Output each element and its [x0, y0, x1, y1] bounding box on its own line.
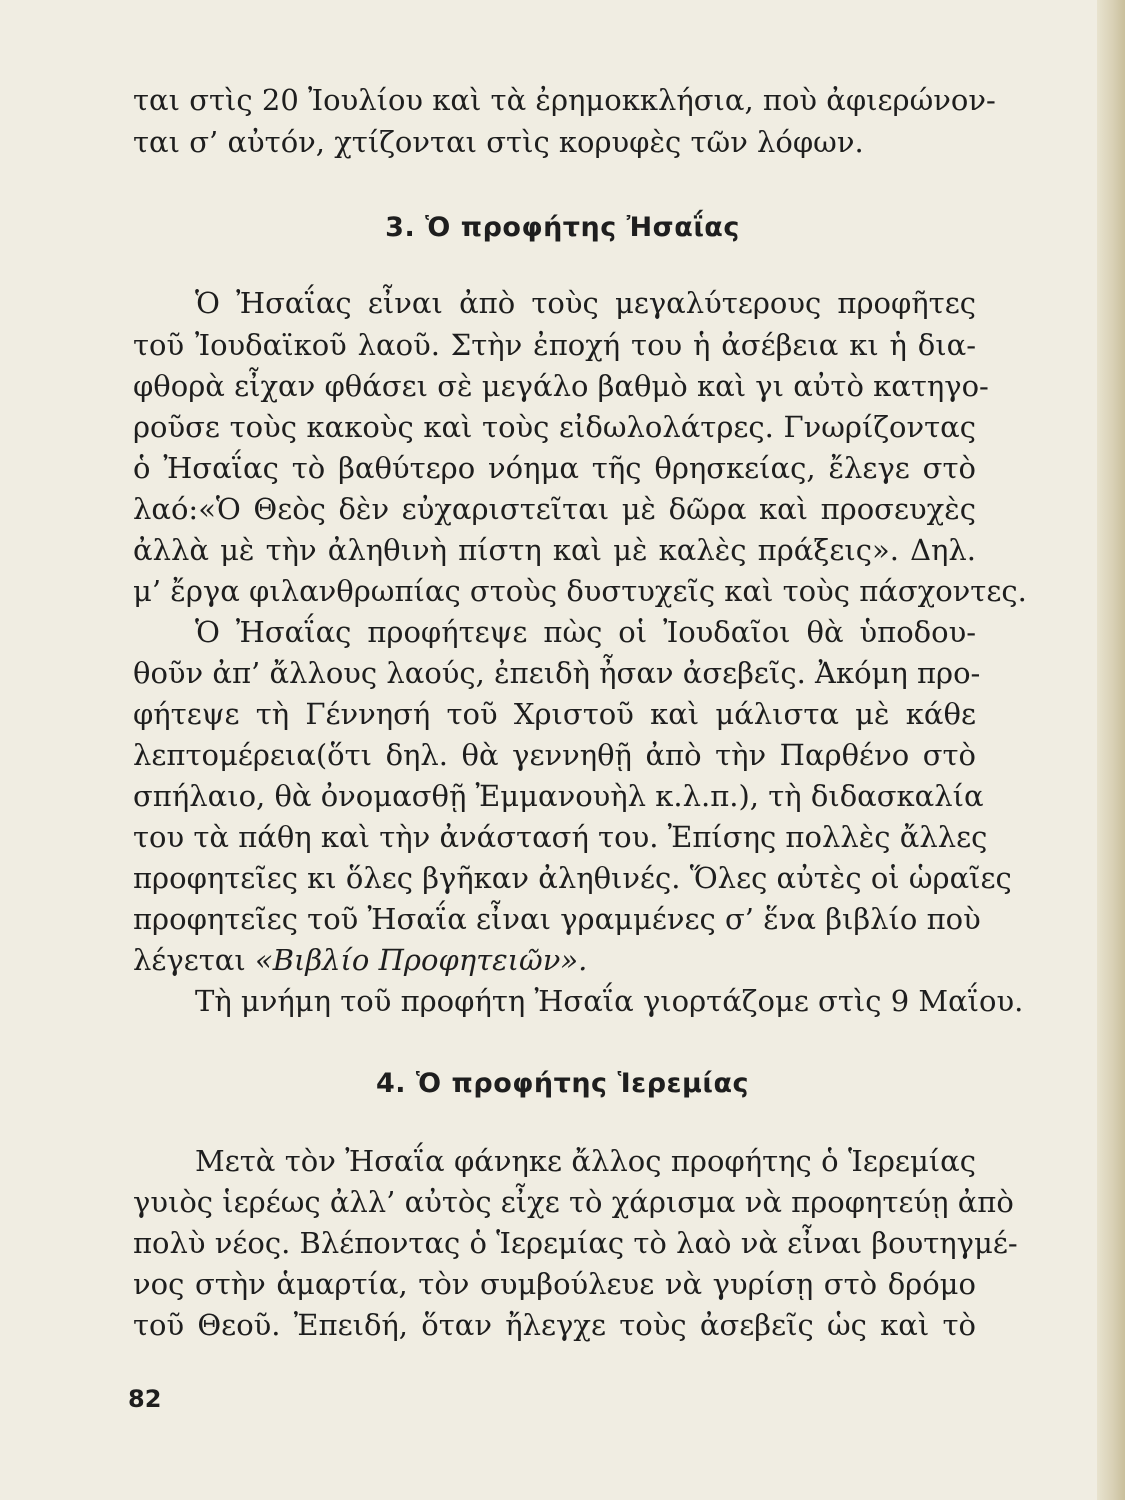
- text-line: Τὴ μνήμη τοῦ προφήτη Ἠσαΐα γιορτάζομε στὶς 9 Μαΐου.: [195, 984, 1024, 1018]
- text-line: θοῦν ἀπ’ ἄλλους λαούς, ἐπειδὴ ἦσαν ἀσεβεῖς. Ἀκόμη προ-: [133, 656, 981, 690]
- text-line: λεπτομέρεια(ὅτι δηλ. θὰ γεννηθῇ ἀπὸ τὴν Παρθένο στὸ: [133, 738, 976, 772]
- text-line: ται σ’ αὐτόν, χτίζονται στὶς κορυφὲς τῶν λόφων.: [133, 125, 864, 159]
- text-line: τοῦ Ἰουδαϊκοῦ λαοῦ. Στὴν ἐποχή του ἡ ἀσέβεια κι ἡ δια-: [133, 328, 976, 362]
- text-plain: λέγεται: [133, 943, 255, 977]
- text-line: μ’ ἔργα φιλανθρωπίας στοὺς δυστυχεῖς καὶ τοὺς πάσχοντες.: [133, 574, 1027, 608]
- text-line: του τὰ πάθη καὶ τὴν ἀνάστασή του. Ἐπίσης πολλὲς ἄλλες: [133, 820, 988, 854]
- text-line: νος στὴν ἁμαρτία, τὸν συμβούλευε νὰ γυρίσῃ στὸ δρόμο: [133, 1267, 976, 1301]
- text-line: προφητεῖες τοῦ Ἠσαΐα εἶναι γραμμένες σ’ ἕνα βιβλίο ποὺ: [133, 902, 981, 936]
- section-heading: 4. Ὁ προφήτης Ἱερεμίας: [375, 1068, 749, 1099]
- book-title: «Βιβλίο Προφητειῶν».: [254, 943, 588, 977]
- text-line: [133, 942, 976, 978]
- page-number: 82: [128, 1385, 162, 1413]
- text-line: ἀλλὰ μὲ τὴν ἀληθινὴ πίστη καὶ μὲ καλὲς πράξεις». Δηλ.: [133, 533, 976, 567]
- text-line: πολὺ νέος. Βλέποντας ὁ Ἱερεμίας τὸ λαὸ νὰ εἶναι βουτηγμέ-: [133, 1226, 1018, 1260]
- text-line: λαό:«Ὁ Θεὸς δὲν εὐχαριστεῖται μὲ δῶρα καὶ προσευχὲς: [133, 492, 976, 526]
- text-line: προφητεῖες κι ὅλες βγῆκαν ἀληθινές. Ὅλες αὐτὲς οἱ ὡραῖες: [133, 861, 1012, 895]
- text-line: γυιὸς ἱερέως ἀλλ’ αὐτὸς εἶχε τὸ χάρισμα νὰ προφητεύῃ ἀπὸ: [133, 1185, 1014, 1219]
- section-heading: 3. Ὁ προφήτης Ἠσαΐας: [385, 212, 740, 243]
- text-line: Μετὰ τὸν Ἠσαΐα φάνηκε ἄλλος προφήτης ὁ Ἱερεμίας: [195, 1144, 976, 1178]
- text-line: Ὁ Ἠσαΐας εἶναι ἀπὸ τοὺς μεγαλύτερους προφῆτες: [195, 286, 976, 320]
- text-line: φήτεψε τὴ Γέννησή τοῦ Χριστοῦ καὶ μάλιστα μὲ κάθε: [133, 697, 976, 731]
- text-line: Ὁ Ἠσαΐας προφήτεψε πὼς οἱ Ἰουδαῖοι θὰ ὑποδου-: [195, 615, 976, 649]
- text-line: ροῦσε τοὺς κακοὺς καὶ τοὺς εἰδωλολάτρες. Γνωρίζοντας: [133, 410, 976, 444]
- text-line: τοῦ Θεοῦ. Ἐπειδή, ὅταν ἤλεγχε τοὺς ἀσεβεῖς ὡς καὶ τὸ: [133, 1308, 976, 1342]
- text-line: σπήλαιο, θὰ ὀνομασθῇ Ἐμμανουὴλ κ.λ.π.), τὴ διδασκαλία: [133, 779, 984, 813]
- text-line: φθορὰ εἶχαν φθάσει σὲ μεγάλο βαθμὸ καὶ γι αὐτὸ κατηγο-: [133, 369, 989, 403]
- text-line: ται στὶς 20 Ἰουλίου καὶ τὰ ἐρημοκκλήσια, ποὺ ἀφιερώνον-: [133, 83, 996, 117]
- text-line: ὁ Ἠσαΐας τὸ βαθύτερο νόημα τῆς θρησκείας, ἔλεγε στὸ: [133, 451, 976, 485]
